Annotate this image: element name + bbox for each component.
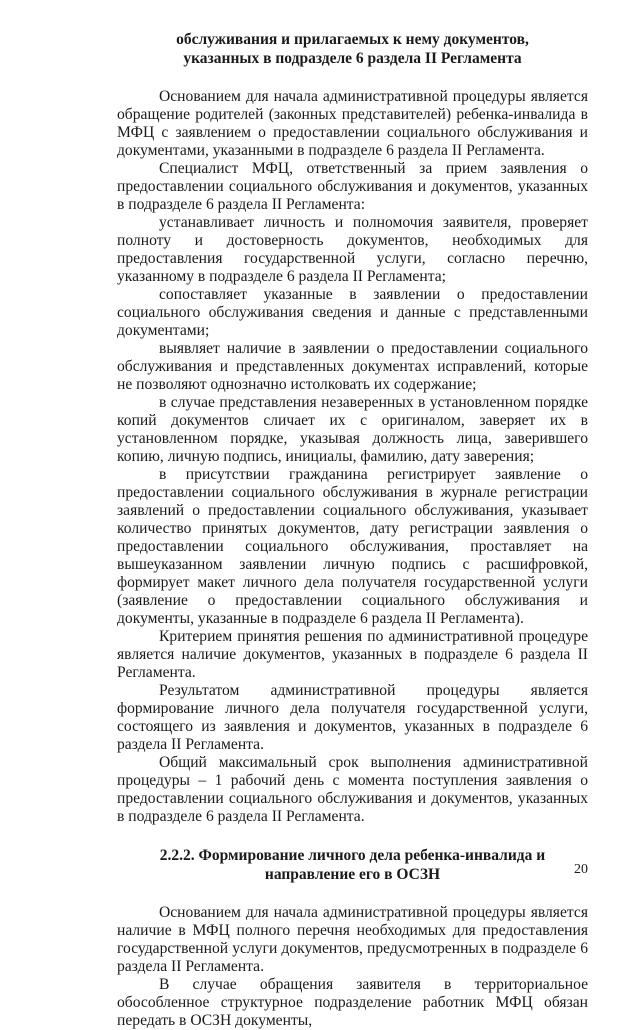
paragraph: Критерием принятия решения по административной процедуре является наличие документов, указанных в подразделе 6 раздела II Регламента. <box>117 628 588 681</box>
paragraph: Специалист МФЦ, ответственный за прием заявления о предоставлении социального обслуживания и документов, указанных в подразделе 6 раздела II Регламента: <box>117 160 588 213</box>
paragraph: в случае представления незаверенных в установленном порядке копий документов сличает их с оригиналом, заверяет их в установленном порядке, указывая должность лица, заверившего копию, личную подпись, инициалы, фамилию, дату заверения; <box>117 394 588 465</box>
section-heading-top <box>137 30 568 68</box>
paragraph: Основанием для начала административной процедуры является обращение родителей (законных представителей) ребенка-инвалида в МФЦ с заявлением о предоставлении социального обслуживания и документами, указанными в подразделе 6 раздела II Регламента. <box>117 88 588 159</box>
paragraph: сопоставляет указанные в заявлении о предоставлении социального обслуживания сведения и данные с представленными документами; <box>117 286 588 339</box>
heading-mid-line-2: направление его в ОСЗН <box>264 866 441 883</box>
heading-top-line-1: обслуживания и прилагаемых к нему документов, <box>176 31 529 48</box>
body-text-a <box>117 88 588 826</box>
paragraph: устанавливает личность и полномочия заявителя, проверяет полноту и достоверность документов, необходимых для предоставления государственной услуги, согласно перечню, указанному в подразделе 6 раздела II Регламента; <box>117 214 588 285</box>
paragraph: в присутствии гражданина регистрирует заявление о предоставлении социального обслуживания в журнале регистрации заявлений о предоставлении социального обслуживания, указывает количество принятых документов, дату регистрации заявления о предоставлении социального обслуживания, проставляет на вышеуказанном заявлении личную подпись с расшифровкой, формирует макет личного дела получателя государственной услуги (заявление о предоставлении социального обслуживания и документы, указанные в подразделе 6 раздела II Регламента). <box>117 466 588 627</box>
paragraph: Основанием для начала административной процедуры является наличие в МФЦ полного перечня необходимых для предоставления государственной услуги документов, предусмотренных в подразделе 6 раздела II Регламента. <box>117 904 588 975</box>
heading-mid-line-1: 2.2.2. Формирование личного дела ребенка-инвалида и <box>159 847 546 864</box>
body-text-b <box>117 904 588 1030</box>
page-number: 20 <box>574 862 588 877</box>
paragraph: Результатом административной процедуры является формирование личного дела получателя государственной услуги, состоящего из заявления и документов, указанных в подразделе 6 раздела II Регламента. <box>117 682 588 753</box>
paragraph: Общий максимальный срок выполнения административной процедуры – 1 рабочий день с момента поступления заявления о предоставлении социального обслуживания и документов, указанных в подразделе 6 раздела II Регламента. <box>117 754 588 825</box>
paragraph: В случае обращения заявителя в территориальное обособленное структурное подразделение работник МФЦ обязан передать в ОСЗН документы, <box>117 976 588 1029</box>
paragraph: выявляет наличие в заявлении о предоставлении социального обслуживания и представленных документах исправлений, которые не позволяют однозначно истолковать их содержание; <box>117 340 588 393</box>
heading-top-line-2: указанных в подразделе 6 раздела II Регламента <box>183 50 522 67</box>
section-heading-2-2-2 <box>137 846 568 884</box>
